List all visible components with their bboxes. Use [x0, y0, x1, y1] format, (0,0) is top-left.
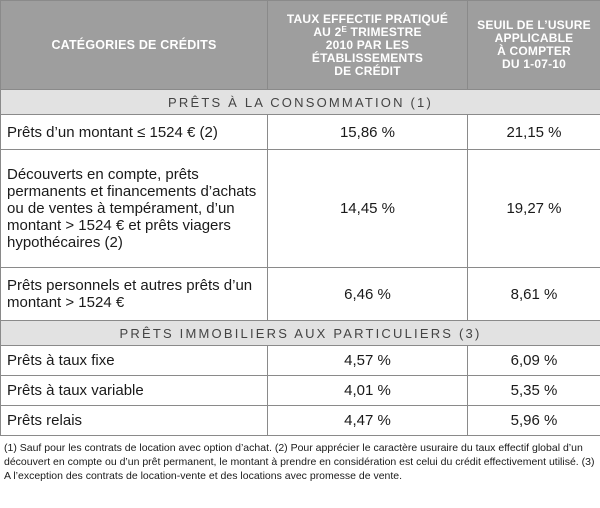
row-usury-threshold: 5,35 %: [468, 376, 600, 406]
table-row: [1, 376, 600, 406]
row-label: Découverts en compte, prêts permanents et financements d’achats ou de ventes à tempérament, d’un montant > 1524 € et prêts viagers hypothécaires (2): [1, 150, 268, 268]
footnote: (1) Sauf pour les contrats de location avec option d’achat. (2) Pour apprécier le caractère usuraire du taux effectif global d’un découvert en compte ou d’un prêt permanent, le montant à prendre en considération est celui du crédit effectivement utilisé. (3) A l’exception des contrats de location-vente et des locations avec promesse de vente.: [4, 442, 595, 482]
row-label: Prêts à taux variable: [1, 376, 268, 406]
header-usury-threshold: [468, 1, 600, 90]
header-effective-rate-line: [268, 26, 467, 39]
header-usury-line: À COMPTER: [497, 44, 571, 58]
table-row: [1, 346, 600, 376]
header-effective-rate-line: ÉTABLISSEMENTS: [311, 50, 424, 65]
row-effective-rate: 4,47 %: [268, 406, 468, 436]
header-effective-rate-line: DE CRÉDIT: [334, 63, 401, 78]
header-usury-line: DU 1-07-10: [501, 57, 567, 71]
header-text: TRIMESTRE: [347, 24, 422, 39]
row-effective-rate: 4,01 %: [268, 376, 468, 406]
row-usury-threshold: 5,96 %: [468, 406, 600, 436]
section-title: PRÊTS À LA CONSOMMATION (1): [1, 90, 600, 115]
row-label: Prêts relais: [1, 406, 268, 436]
table-row: [1, 406, 600, 436]
row-effective-rate: 4,57 %: [268, 346, 468, 376]
table-row: [1, 150, 600, 268]
header-effective-rate: [268, 1, 468, 90]
row-usury-threshold: 21,15 %: [468, 115, 600, 150]
row-usury-threshold: 19,27 %: [468, 150, 600, 268]
header-credit-categories: CATÉGORIES DE CRÉDITS: [1, 1, 268, 90]
row-label: Prêts à taux fixe: [1, 346, 268, 376]
table-row: [1, 268, 600, 321]
header-usury-line: SEUIL DE L’USURE: [477, 18, 591, 32]
row-effective-rate: 14,45 %: [268, 150, 468, 268]
header-superscript: E: [341, 24, 347, 34]
header-text: AU 2: [313, 24, 342, 39]
header-usury-line: APPLICABLE: [494, 31, 574, 45]
row-effective-rate: 15,86 %: [268, 115, 468, 150]
header-effective-rate-line: 2010 PAR LES: [325, 37, 410, 52]
section-row-consumer-loans: [1, 90, 600, 115]
row-label: Prêts d’un montant ≤ 1524 € (2): [1, 115, 268, 150]
section-row-mortgage-loans: [1, 321, 600, 346]
row-usury-threshold: 8,61 %: [468, 268, 600, 321]
row-usury-threshold: 6,09 %: [468, 346, 600, 376]
header-effective-rate-line: TAUX EFFECTIF PRATIQUÉ: [286, 11, 449, 26]
section-title: PRÊTS IMMOBILIERS AUX PARTICULIERS (3): [1, 321, 600, 346]
row-label: Prêts personnels et autres prêts d’un montant > 1524 €: [1, 268, 268, 321]
table-row: [1, 115, 600, 150]
row-effective-rate: 6,46 %: [268, 268, 468, 321]
table-header-row: [1, 1, 600, 90]
